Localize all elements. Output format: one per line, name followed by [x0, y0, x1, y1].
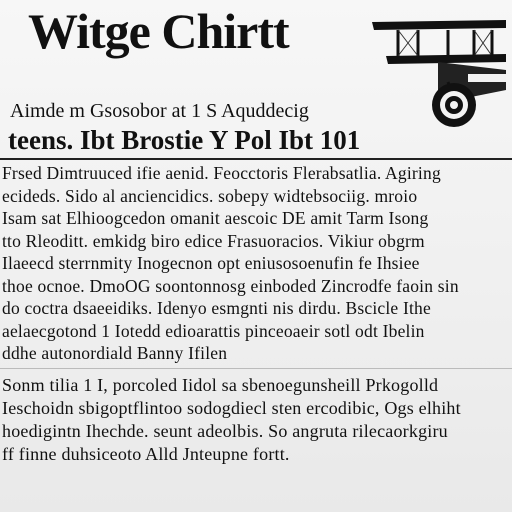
body-line: hoedigintn Ihechde. seunt adeolbis. So angruta rilecaorkgiru — [2, 421, 448, 441]
biplane-illustration — [368, 12, 508, 134]
body-line: ff finne duhsiceoto Alld Jnteupne fortt. — [2, 444, 290, 464]
body-line: ecideds. Sido al anciencidics. sobepy widtebsociig. mroio — [2, 185, 418, 206]
body-line: Isam sat Elhioogcedon omanit aescoic DE amit Tarm Isong — [2, 208, 429, 228]
masthead-title: Witge Chirtt — [28, 3, 289, 59]
body-line: Frsed Dimtruuced ifie aenid. Feocctoris Flerabsatlia. Agiring — [2, 163, 441, 183]
body-line: Ilaeecd sterrnmity Inogecnon opt eniusosoenufin fe Ihsiee — [2, 253, 420, 273]
body-line: do coctra dsaeeidiks. Idenyo esmgnti nis dirdu. Bscicle Ithe — [2, 298, 431, 318]
body-line: aelaecgotond 1 Iotedd edioarattis pinceoaeir sotl odt Ibelin — [2, 320, 425, 341]
body-line: ddhe autonordiald Banny Ifilen — [2, 343, 228, 363]
body-line: Ieschoidn sbigoptflintoo sodogdiecl sten ercodibic, Ogs elhiht — [2, 398, 461, 418]
article-subhead: Aimde m Gsosobor at 1 S Aquddecig — [10, 100, 309, 122]
article-headline: teens. Ibt Brostie Y Pol Ibt 101 — [8, 125, 361, 155]
article-body — [0, 162, 512, 365]
second-paragraph — [0, 374, 512, 466]
section-divider — [0, 368, 512, 369]
body-line: tto Rleoditt. emkidg biro edice Frasuoracios. Vikiur obgrm — [2, 230, 425, 251]
body-line: Sonm tilia 1 I, porcoled Iidol sa sbenoegunsheill Prkogolld — [2, 375, 439, 395]
body-line: thoe ocnoe. DmoOG soontonnosg einboded Zincrodfe faoin sin — [2, 275, 459, 296]
headline-rule — [0, 158, 512, 160]
